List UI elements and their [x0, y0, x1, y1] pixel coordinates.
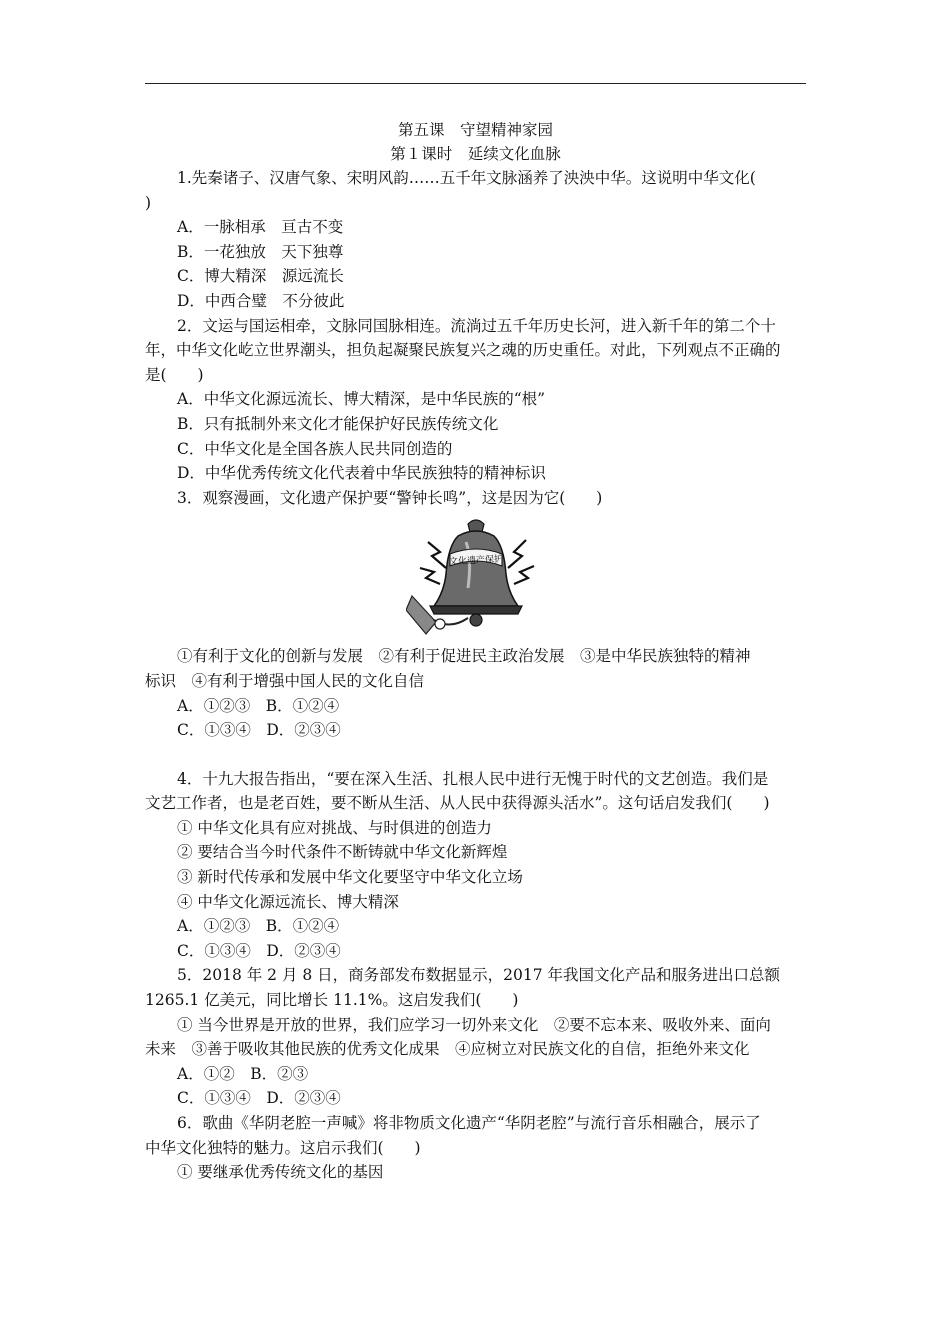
document-page [145, 118, 806, 1185]
q2-option-d: D．中华优秀传统文化代表着中华民族独特的精神标识 [177, 464, 546, 483]
q6-item-1: ① 要继承优秀传统文化的基因 [177, 1163, 384, 1182]
q5-items-line-2: 未来 ③善于吸收其他民族的优秀文化成果 ④应树立对民族文化的自信，拒绝外来文化 [145, 1040, 750, 1059]
q3-stem-line-1: 3．观察漫画，文化遗产保护要“警钟长鸣”，这是因为它( ) [177, 488, 603, 507]
q3-items-line-1: ①有利于文化的创新与发展 ②有利于促进民主政治发展 ③是中华民族独特的精神 [177, 647, 751, 666]
q5-stem-line-2: 1265.1 亿美元，同比增长 11.1%。这启发我们( ) [145, 991, 519, 1010]
q1-option-c: C．博大精深 源远流长 [177, 267, 344, 286]
spacer [145, 743, 806, 767]
q2-stem-line-3: 是( ) [145, 365, 204, 384]
q4-stem-line-1: 4．十九大报告指出，“要在深入生活、扎根人民中进行无愧于时代的文艺创造。我们是 [177, 769, 769, 788]
q5-items-line-1: ① 当今世界是开放的世界，我们应学习一切外来文化 ②要不忘本来、吸收外来、面向 [177, 1015, 771, 1034]
q4-stem-line-2: 文艺工作者，也是老百姓，要不断从生活、从人民中获得源头活水”。这句话启发我们( ) [145, 794, 770, 813]
q6-stem-line-2: 中华文化独特的魅力。这启示我们( ) [145, 1138, 421, 1157]
header-rule [145, 83, 806, 84]
q3-items-line-2: 标识 ④有利于增强中国人民的文化自信 [145, 671, 425, 690]
q1-option-a: A．一脉相承 亘古不变 [177, 218, 344, 237]
q1-stem-line-2: ) [145, 193, 152, 212]
q2-option-b: B．只有抵制外来文化才能保护好民族传统文化 [177, 414, 499, 433]
q3-options-line-1: A．①②③ B．①②④ [177, 696, 340, 715]
q2-option-a: A．中华文化源远流长、博大精深，是中华民族的“根” [177, 390, 546, 409]
bell-label: 文化遗产保护 [448, 554, 503, 568]
q5-options-line-1: A．①② B．②③ [177, 1064, 309, 1083]
q5-stem-line-1: 5．2018 年 2 月 8 日，商务部发布数据显示，2017 年我国文化产品和服务进出口总额 [177, 966, 781, 985]
q4-item-2: ② 要结合当今时代条件不断铸就中华文化新辉煌 [177, 843, 508, 862]
q3-options-line-2: C．①③④ D．②③④ [177, 721, 341, 740]
q4-item-4: ④ 中华文化源远流长、博大精深 [177, 892, 399, 911]
lesson-title: 第五课 守望精神家园 [397, 121, 553, 139]
q1-stem-line-1: 1.先秦诸子、汉唐气象、宋明风韵……五千年文脉涵养了泱泱中华。这说明中华文化( [177, 169, 756, 187]
q4-options-line-2: C．①③④ D．②③④ [177, 941, 341, 960]
bell-illustration [406, 518, 546, 640]
q2-stem-line-2: 年，中华文化屹立世界潮头，担负起凝聚民族复兴之魂的历史重任。对此，下列观点不正确的 [145, 341, 781, 360]
q2-option-c: C．中华文化是全国各族人民共同创造的 [177, 439, 453, 458]
q1-option-b: B．一花独放 天下独尊 [177, 242, 344, 261]
q1-option-d: D．中西合璧 不分彼此 [177, 291, 345, 310]
q6-stem-line-1: 6．歌曲《华阴老腔一声喊》将非物质文化遗产“华阴老腔”与流行音乐相融合，展示了 [177, 1114, 761, 1132]
bell-cartoon [145, 516, 806, 642]
section-title: 第１课时 延续文化血脉 [390, 145, 561, 163]
q2-stem-line-1: 2．文运与国运相牵，文脉同国脉相连。流淌过五千年历史长河，进入新千年的第二个十 [177, 316, 776, 335]
q4-item-3: ③ 新时代传承和发展中华文化要坚守中华文化立场 [177, 868, 523, 887]
q5-options-line-2: C．①③④ D．②③④ [177, 1089, 341, 1108]
q4-options-line-1: A．①②③ B．①②④ [177, 917, 340, 936]
q4-item-1: ① 中华文化具有应对挑战、与时俱进的创造力 [177, 818, 492, 837]
